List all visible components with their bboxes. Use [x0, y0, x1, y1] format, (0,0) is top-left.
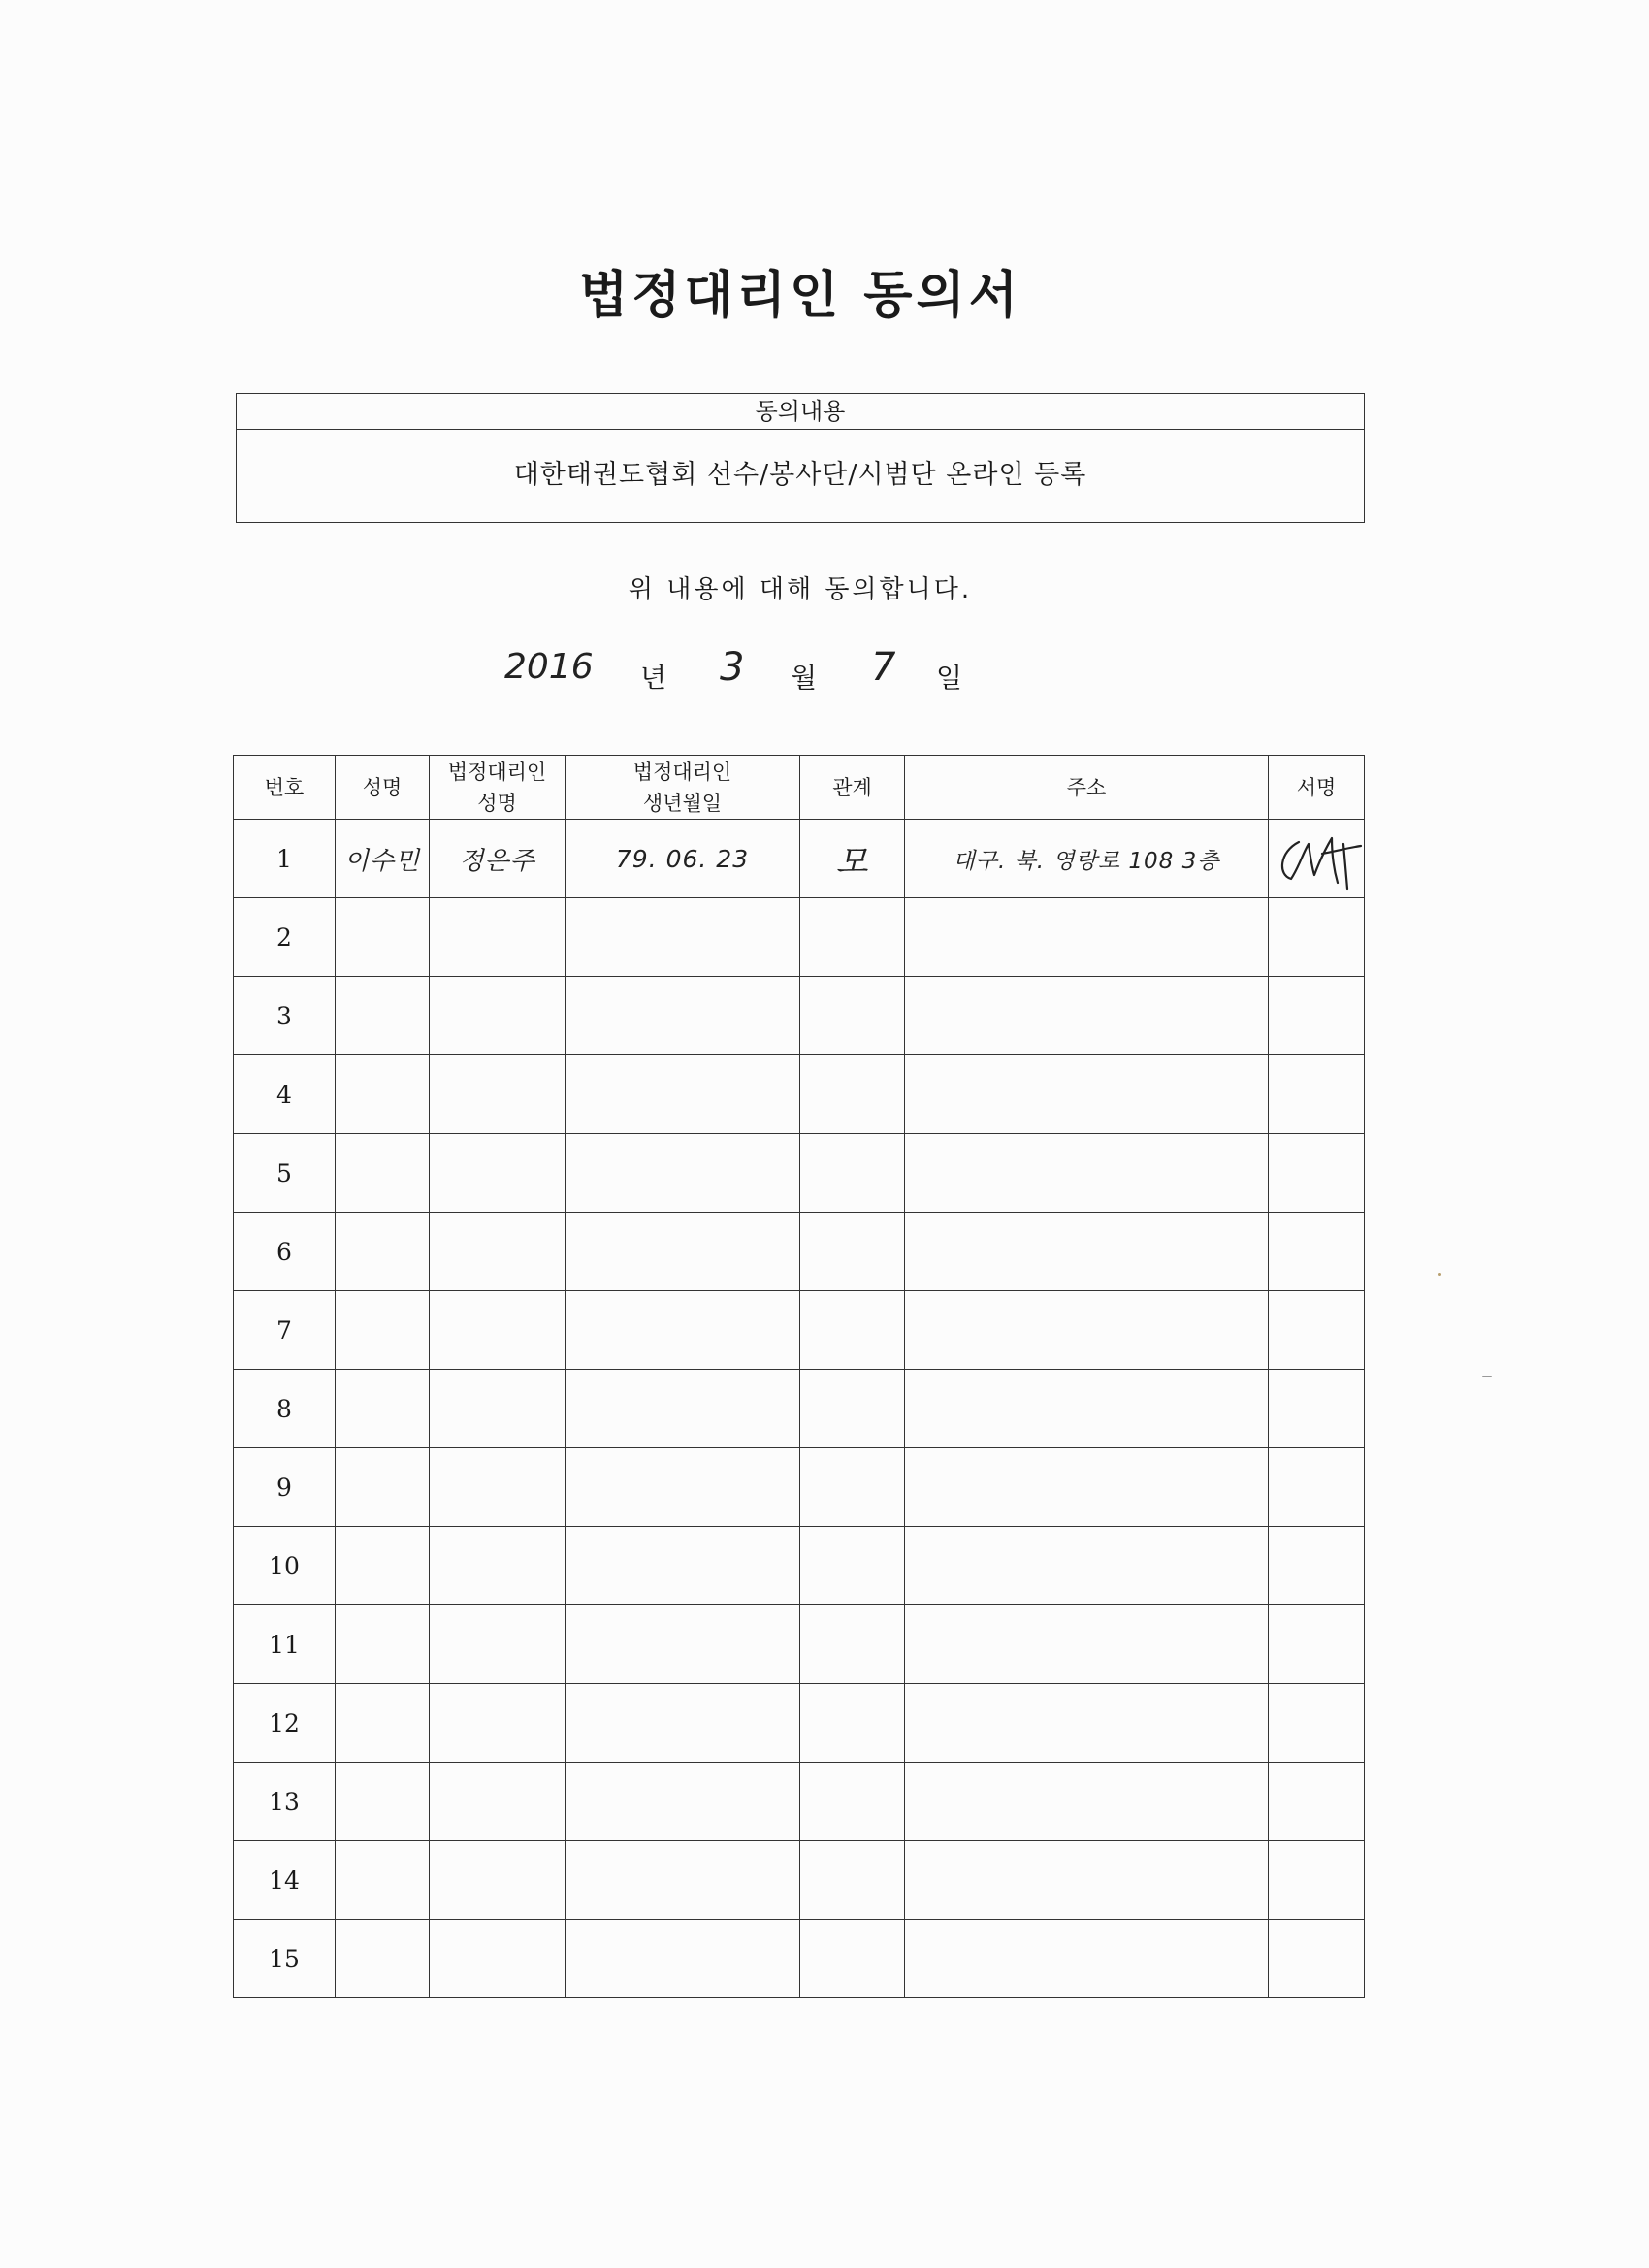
cell-name[interactable]: 이수민 — [336, 820, 430, 898]
cell-relation[interactable] — [800, 977, 905, 1055]
cell-guardian-birth[interactable] — [566, 1527, 800, 1605]
cell-guardian-birth[interactable] — [566, 1213, 800, 1291]
cell-no: 2 — [234, 898, 336, 977]
cell-relation[interactable] — [800, 1763, 905, 1841]
header-guardian-birth-line1: 법정대리인 — [632, 760, 732, 784]
cell-relation[interactable] — [800, 1213, 905, 1291]
cell-address[interactable] — [905, 1684, 1269, 1763]
cell-no: 7 — [234, 1291, 336, 1370]
cell-guardian-name[interactable] — [430, 1448, 566, 1527]
cell-no: 6 — [234, 1213, 336, 1291]
cell-no: 1 — [234, 820, 336, 898]
cell-name[interactable] — [336, 1055, 430, 1134]
date-year-value[interactable]: 2016 — [504, 647, 594, 687]
table-row — [234, 1920, 1365, 1998]
header-address: 주소 — [905, 756, 1269, 820]
cell-guardian-birth[interactable] — [566, 1055, 800, 1134]
cell-name[interactable] — [336, 1213, 430, 1291]
cell-relation[interactable] — [800, 1134, 905, 1213]
cell-address[interactable]: 대구. 북. 영랑로 108 3층 — [905, 820, 1269, 898]
cell-no: 4 — [234, 1055, 336, 1134]
cell-guardian-birth[interactable] — [566, 1291, 800, 1370]
cell-address[interactable] — [905, 1370, 1269, 1448]
cell-address[interactable] — [905, 1527, 1269, 1605]
cell-address[interactable] — [905, 1920, 1269, 1998]
date-year-label: 년 — [640, 662, 667, 694]
cell-guardian-name[interactable] — [430, 1841, 566, 1920]
cell-guardian-birth[interactable] — [566, 1370, 800, 1448]
cell-guardian-birth[interactable] — [566, 1448, 800, 1527]
table-row — [234, 1134, 1365, 1213]
cell-guardian-name[interactable] — [430, 977, 566, 1055]
date-month-label: 월 — [791, 662, 818, 694]
consent-header: 동의내용 — [237, 394, 1364, 430]
cell-guardian-name[interactable]: 정은주 — [430, 820, 566, 898]
table-row — [234, 820, 1365, 898]
header-guardian-name-line2: 성명 — [477, 791, 517, 815]
table-row — [234, 1684, 1365, 1763]
cell-guardian-name[interactable] — [430, 1213, 566, 1291]
cell-signature[interactable] — [1269, 898, 1365, 977]
cell-relation[interactable] — [800, 1605, 905, 1684]
document-title: 법정대리인 동의서 — [579, 267, 1021, 325]
cell-signature[interactable] — [1269, 1920, 1365, 1998]
cell-relation[interactable] — [800, 898, 905, 977]
cell-name[interactable] — [336, 1291, 430, 1370]
cell-name[interactable] — [336, 1370, 430, 1448]
cell-address[interactable] — [905, 1055, 1269, 1134]
cell-signature[interactable] — [1269, 1684, 1365, 1763]
cell-name[interactable] — [336, 1920, 430, 1998]
cell-name[interactable] — [336, 1684, 430, 1763]
header-name: 성명 — [336, 756, 430, 820]
cell-relation[interactable] — [800, 1291, 905, 1370]
cell-signature[interactable] — [1269, 820, 1365, 898]
cell-address[interactable] — [905, 1134, 1269, 1213]
cell-guardian-name[interactable] — [430, 1291, 566, 1370]
cell-relation[interactable] — [800, 1684, 905, 1763]
cell-guardian-birth[interactable] — [566, 1763, 800, 1841]
cell-signature[interactable] — [1269, 1448, 1365, 1527]
consent-box — [236, 393, 1365, 523]
cell-no: 14 — [234, 1841, 336, 1920]
cell-signature[interactable] — [1269, 1370, 1365, 1448]
table-row — [234, 1055, 1365, 1134]
cell-signature[interactable] — [1269, 977, 1365, 1055]
cell-guardian-birth[interactable] — [566, 977, 800, 1055]
cell-name[interactable] — [336, 1841, 430, 1920]
cell-guardian-birth[interactable] — [566, 1134, 800, 1213]
cell-address[interactable] — [905, 1213, 1269, 1291]
cell-address[interactable] — [905, 1841, 1269, 1920]
scan-speck — [1482, 1376, 1492, 1377]
agree-statement: 위 내용에 대해 동의합니다. — [628, 575, 973, 604]
cell-signature[interactable] — [1269, 1841, 1365, 1920]
cell-address[interactable] — [905, 1763, 1269, 1841]
cell-address[interactable] — [905, 898, 1269, 977]
guardian-table — [233, 755, 1365, 1998]
header-no: 번호 — [234, 756, 336, 820]
header-guardian-name-line1: 법정대리인 — [447, 760, 547, 784]
cell-guardian-birth[interactable] — [566, 898, 800, 977]
cell-relation[interactable] — [800, 1527, 905, 1605]
cell-signature[interactable] — [1269, 1213, 1365, 1291]
table-row — [234, 1605, 1365, 1684]
header-relation: 관계 — [800, 756, 905, 820]
cell-guardian-name[interactable] — [430, 1605, 566, 1684]
cell-guardian-birth[interactable] — [566, 1605, 800, 1684]
cell-address[interactable] — [905, 1605, 1269, 1684]
cell-no: 3 — [234, 977, 336, 1055]
cell-address[interactable] — [905, 1291, 1269, 1370]
handwritten-signature-icon — [1270, 825, 1363, 892]
cell-relation[interactable] — [800, 1920, 905, 1998]
consent-body: 대한태권도협회 선수/봉사단/시범단 온라인 등록 — [513, 460, 1087, 490]
cell-guardian-name[interactable] — [430, 1370, 566, 1448]
header-guardian-birth-line2: 생년월일 — [642, 791, 723, 815]
cell-guardian-name[interactable] — [430, 1134, 566, 1213]
cell-guardian-name[interactable] — [430, 898, 566, 977]
cell-signature[interactable] — [1269, 1134, 1365, 1213]
cell-signature[interactable] — [1269, 1291, 1365, 1370]
cell-relation[interactable] — [800, 1370, 905, 1448]
table-row — [234, 1527, 1365, 1605]
table-row — [234, 1370, 1365, 1448]
table-row — [234, 977, 1365, 1055]
cell-no: 15 — [234, 1920, 336, 1998]
table-row — [234, 1291, 1365, 1370]
cell-name[interactable] — [336, 1448, 430, 1527]
cell-signature[interactable] — [1269, 1605, 1365, 1684]
table-row — [234, 1841, 1365, 1920]
cell-relation[interactable] — [800, 1841, 905, 1920]
cell-no: 9 — [234, 1448, 336, 1527]
cell-no: 11 — [234, 1605, 336, 1684]
cell-guardian-name[interactable] — [430, 1055, 566, 1134]
scan-speck — [1438, 1273, 1441, 1276]
header-guardian-birth — [566, 756, 800, 820]
cell-guardian-name[interactable] — [430, 1527, 566, 1605]
cell-no: 5 — [234, 1134, 336, 1213]
cell-relation[interactable] — [800, 1448, 905, 1527]
cell-no: 12 — [234, 1684, 336, 1763]
cell-name[interactable] — [336, 1605, 430, 1684]
date-day-label: 일 — [936, 662, 963, 694]
date-day-value[interactable]: 7 — [871, 645, 896, 690]
cell-guardian-birth[interactable] — [566, 1920, 800, 1998]
cell-name[interactable] — [336, 1763, 430, 1841]
table-row — [234, 1213, 1365, 1291]
cell-signature[interactable] — [1269, 1763, 1365, 1841]
cell-name[interactable] — [336, 977, 430, 1055]
cell-guardian-name[interactable] — [430, 1684, 566, 1763]
cell-no: 10 — [234, 1527, 336, 1605]
header-guardian-name — [430, 756, 566, 820]
cell-guardian-birth[interactable] — [566, 1684, 800, 1763]
cell-name[interactable] — [336, 1527, 430, 1605]
cell-no: 13 — [234, 1763, 336, 1841]
cell-name[interactable] — [336, 898, 430, 977]
cell-guardian-birth[interactable]: 79. 06. 23 — [566, 820, 800, 898]
cell-guardian-name[interactable] — [430, 1920, 566, 1998]
cell-guardian-birth[interactable] — [566, 1841, 800, 1920]
date-row — [0, 645, 1649, 703]
cell-address[interactable] — [905, 1448, 1269, 1527]
cell-address[interactable] — [905, 977, 1269, 1055]
cell-signature[interactable] — [1269, 1527, 1365, 1605]
cell-relation[interactable]: 모 — [800, 820, 905, 898]
header-signature: 서명 — [1269, 756, 1365, 820]
table-row — [234, 898, 1365, 977]
cell-no: 8 — [234, 1370, 336, 1448]
table-row — [234, 1763, 1365, 1841]
date-month-value[interactable]: 3 — [720, 645, 745, 690]
cell-guardian-name[interactable] — [430, 1763, 566, 1841]
table-row — [234, 1448, 1365, 1527]
cell-name[interactable] — [336, 1134, 430, 1213]
cell-signature[interactable] — [1269, 1055, 1365, 1134]
cell-relation[interactable] — [800, 1055, 905, 1134]
table-header-row — [234, 756, 1365, 820]
